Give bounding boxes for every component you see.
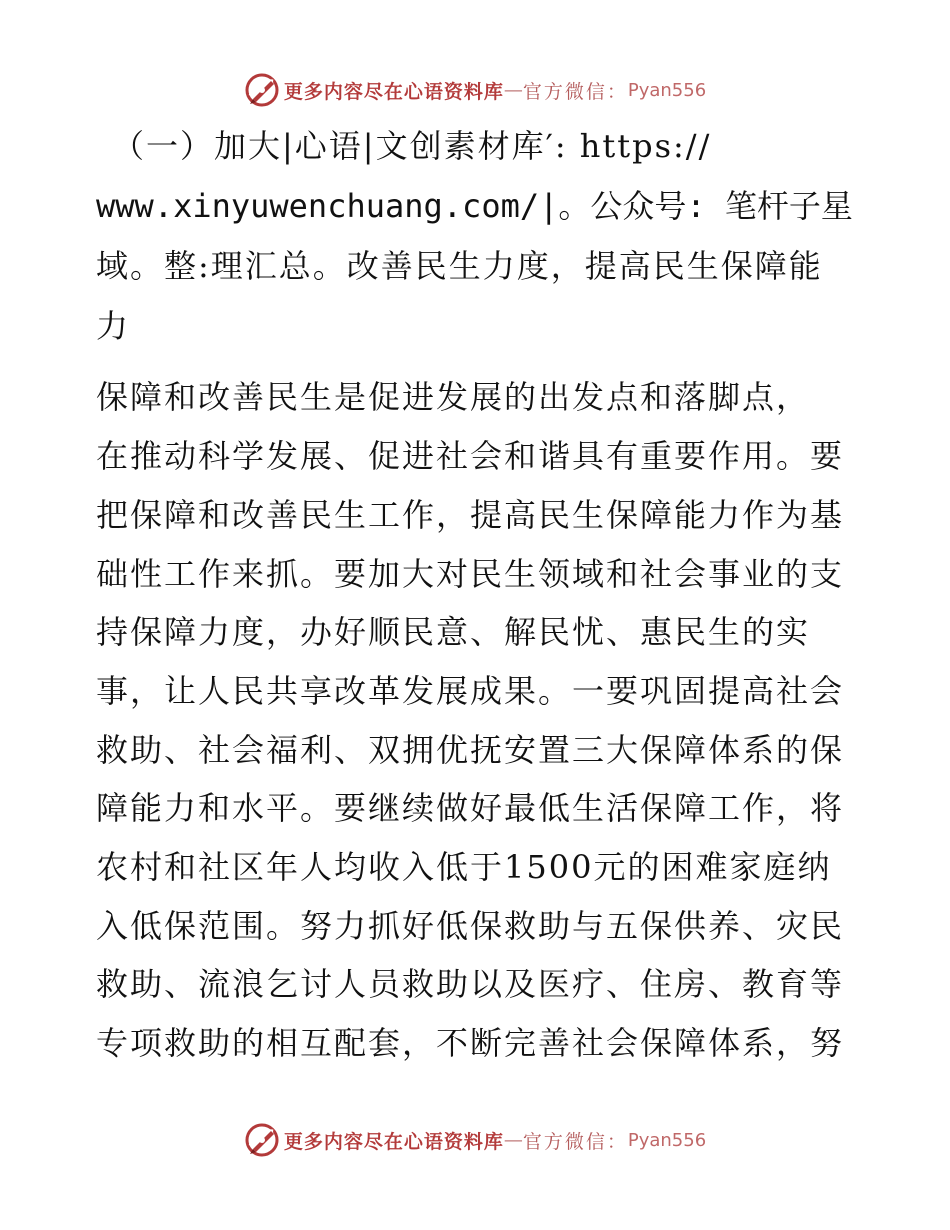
heading-line-4: 力 [96,307,131,345]
banner-contact-id: Pyan556 [627,79,707,101]
banner-contact-label: 官方微信： [522,1130,628,1153]
body-line-8: 障能力和水平。要继续做好最低生活保障工作，将 [96,789,845,827]
banner-separator: — [503,1129,523,1151]
body-line-2: 在推动科学发展、促进社会和谐具有重要作用。要 [96,437,845,475]
footer-watermark-banner [0,1120,950,1160]
header-watermark-banner [0,70,950,110]
heading-line-1: （一）加大|心语|文创素材库′: https:// [112,127,712,165]
banner-contact-id: Pyan556 [627,1129,707,1151]
body-line-6: 事，让人民共享改革发展成果。一要巩固提高社会 [96,672,845,710]
body-line-1: 保障和改善民生是促进发展的出发点和落脚点， [96,378,811,416]
brand-logo-icon [244,1122,280,1158]
heading-line-2: www.xinyuwenchuang.com/|。公众号: 笔杆子星 [96,187,853,225]
body-line-4: 础性工作来抓。要加大对民生领域和社会事业的支 [96,555,845,593]
banner-brand-text: 更多内容尽在心语资料库 [283,1130,504,1153]
banner-contact-label: 官方微信： [522,80,628,103]
body-line-7: 救助、社会福利、双拥优抚安置三大保障体系的保 [96,731,845,769]
body-line-3: 把保障和改善民生工作，提高民生保障能力作为基 [96,496,845,534]
body-line-9: 农村和社区年人均收入低于1500元的困难家庭纳 [96,848,832,886]
banner-brand-text: 更多内容尽在心语资料库 [283,80,504,103]
body-line-10: 入低保范围。努力抓好低保救助与五保供养、灾民 [96,907,845,945]
brand-logo-icon [244,72,280,108]
heading-line-3: 域。整:理汇总。改善民生力度，提高民生保障能 [96,247,823,285]
body-line-11: 救助、流浪乞讨人员救助以及医疗、住房、教育等 [96,965,845,1003]
body-line-5: 持保障力度，办好顺民意、解民忧、惠民生的实 [96,613,811,651]
body-line-12: 专项救助的相互配套，不断完善社会保障体系，努 [96,1024,845,1062]
banner-separator: — [503,79,523,101]
